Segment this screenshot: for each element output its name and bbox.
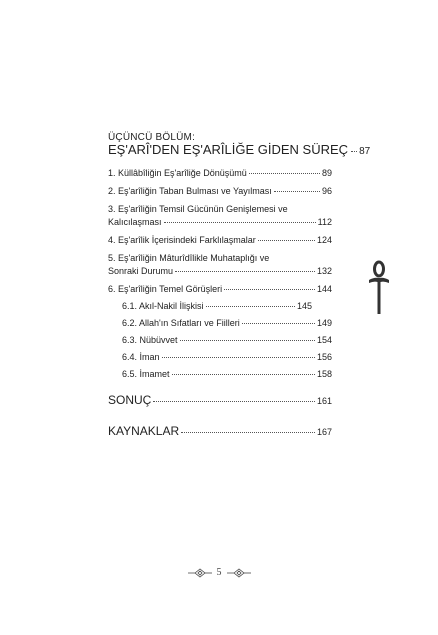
page-number: 154 [316,335,332,345]
toc-entry[interactable] [108,185,332,198]
page-number: 96 [321,186,332,196]
page-number: 156 [316,352,332,362]
dot-leader [258,240,315,241]
entry-title: 1. Küllâbîliğin Eş'arîliğe Dönüşümü [108,168,247,178]
dot-leader [351,151,357,152]
section-title-entry[interactable] [108,142,371,158]
toc-entry-multiline[interactable] [108,252,332,278]
toc-subentry[interactable] [108,351,332,364]
toc-entry[interactable] [108,167,332,180]
table-of-contents [108,132,371,441]
dot-leader [153,401,315,402]
page-number: 112 [317,217,332,227]
page-number: 161 [316,396,332,406]
dot-leader [274,191,320,192]
flourish-ornament [226,568,252,578]
dot-leader [242,323,315,324]
entry-title: 6.2. Allah'ın Sıfatları ve Fiilleri [122,318,240,328]
page-footer [0,567,438,578]
section-title: EŞ'ARÎ'DEN EŞ'ARÎLİĞE GİDEN SÜREÇ [108,142,349,157]
entry-title-line: 5. Eş'arîliğin Mâturîdîlikle Muhataplığı ve [108,253,270,263]
page-number: 144 [316,284,332,294]
toc-subentry[interactable] [108,368,332,381]
dot-leader [249,173,320,174]
toc-entry-multiline[interactable] [108,203,332,229]
entry-title: 4. Eş'arîlik İçerisindeki Farklılaşmalar [108,235,256,245]
dot-leader [164,222,316,223]
page-number: 124 [316,235,332,245]
entry-title: 6.3. Nübüvvet [122,335,178,345]
entry-title: Kalıcılaşması [108,217,162,227]
page-number: 167 [316,427,332,437]
page-number: 158 [316,369,332,379]
ankh-icon [368,260,390,316]
entry-title: 6. Eş'arîliğin Temel Görüşleri [108,284,223,294]
entry-title: KAYNAKLAR [108,424,180,438]
page-number: 145 [296,301,312,311]
toc-entry-bibliography[interactable] [108,422,332,441]
dot-leader [181,432,315,433]
flourish-ornament [187,568,213,578]
entry-title: 6.5. İmamet [122,369,170,379]
page-number-footer: 5 [216,567,222,578]
entry-title-line: 3. Eş'arîliğin Temsil Gücünün Genişlemesi ve [108,204,288,214]
dot-leader [175,271,315,272]
dot-leader [180,340,315,341]
toc-subentry[interactable] [108,334,332,347]
toc-entry-conclusion[interactable] [108,391,332,410]
page-number: 132 [316,266,332,276]
page-number: 89 [321,168,332,178]
page-number: 149 [316,318,332,328]
dot-leader [224,289,315,290]
entry-title: SONUÇ [108,393,152,407]
dot-leader [206,306,295,307]
toc-subentry[interactable] [108,317,332,330]
entry-title: 6.4. İman [122,352,160,362]
entry-title: 6.1. Akıl-Nakil İlişkisi [122,301,204,311]
toc-subentry[interactable] [108,300,332,313]
entry-title: Sonraki Durumu [108,266,174,276]
toc-entry[interactable] [108,234,332,247]
section-label: ÜÇÜNCÜ BÖLÜM: [108,132,196,143]
dot-leader [162,357,315,358]
page-number: 87 [359,146,371,157]
dot-leader [172,374,315,375]
toc-entry[interactable] [108,283,332,296]
entry-title: 2. Eş'arîliğin Taban Bulması ve Yayılması [108,186,272,196]
